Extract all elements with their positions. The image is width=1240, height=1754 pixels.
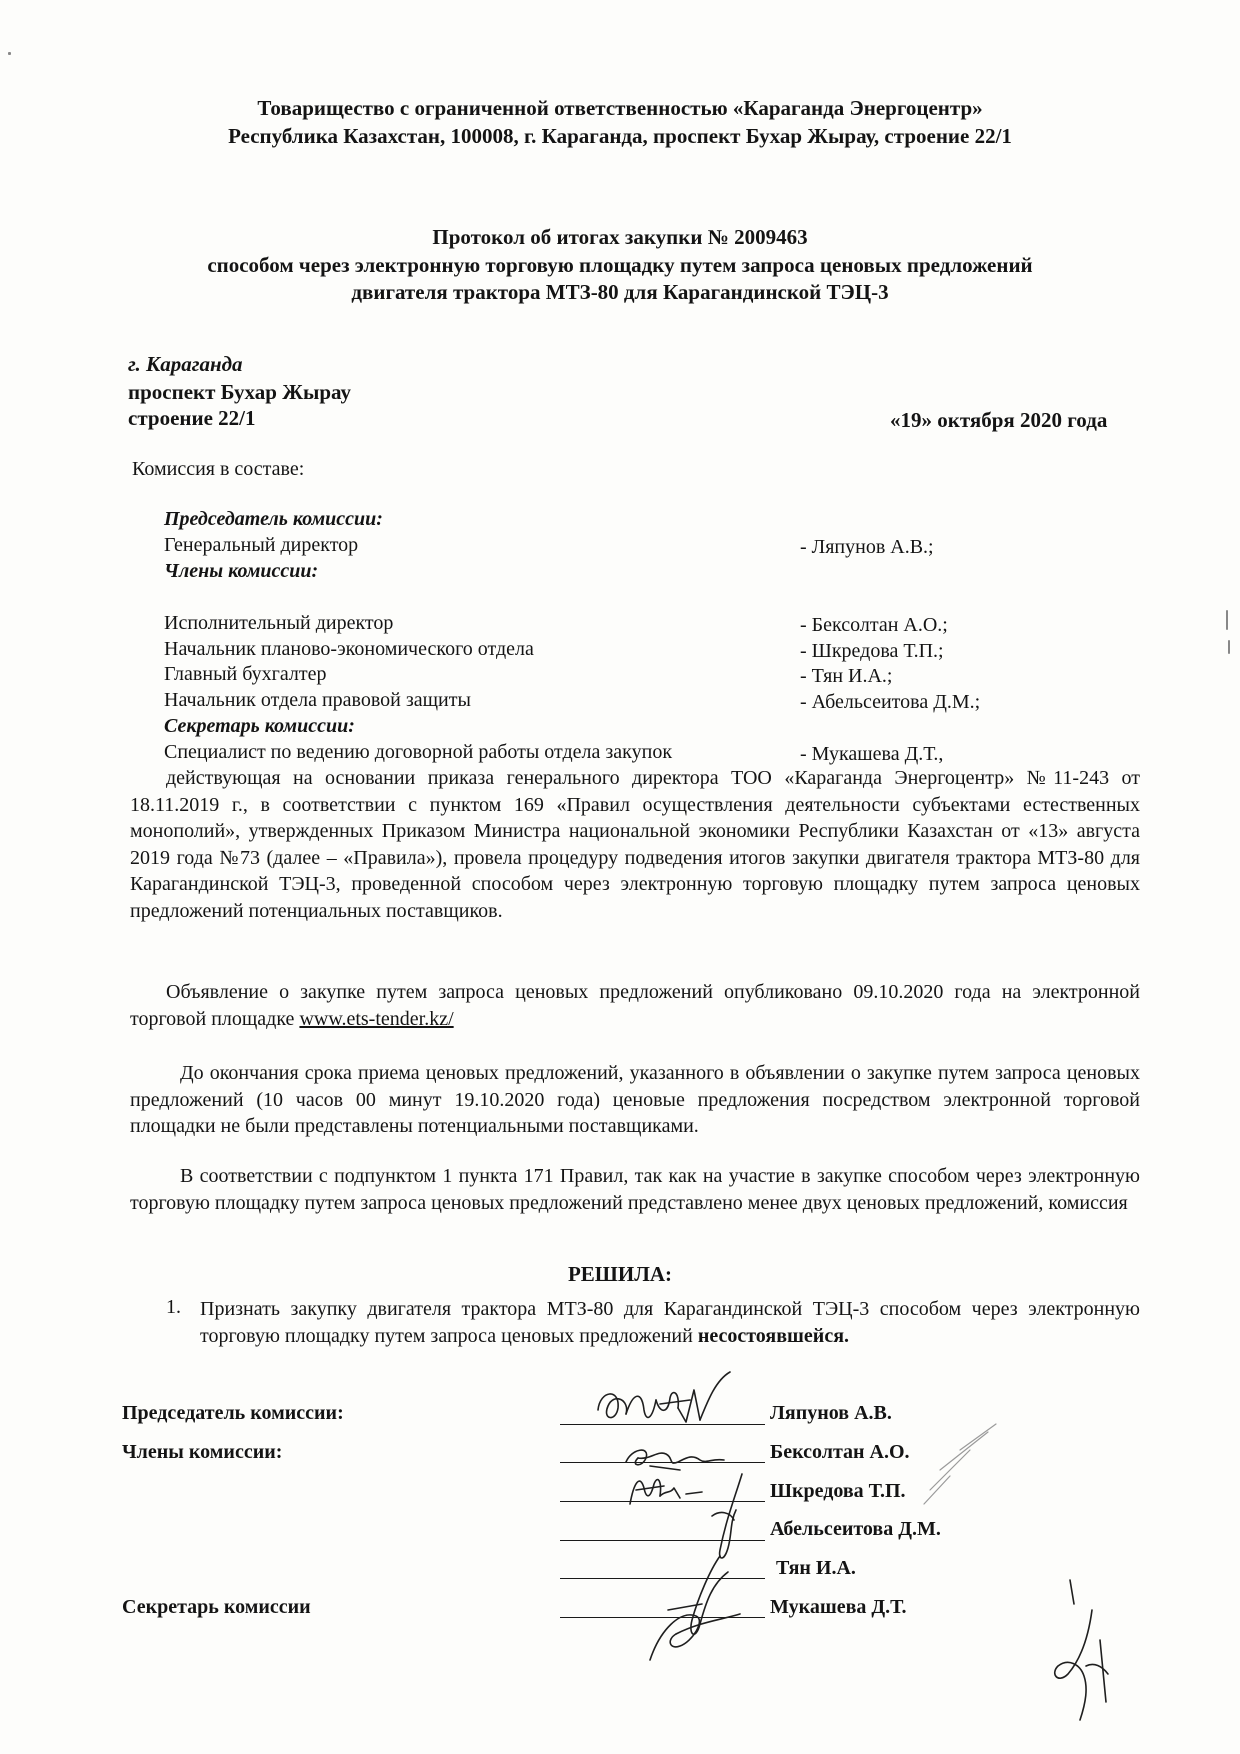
scan-speck bbox=[1228, 640, 1230, 654]
member-role: Главный бухгалтер bbox=[164, 663, 327, 685]
scan-speck bbox=[1226, 610, 1228, 630]
margin-scribble-graphic bbox=[900, 1420, 1010, 1510]
sig-chair-label: Председатель комиссии: bbox=[122, 1402, 344, 1424]
paragraph-grounds: В соответствии с подпунктом 1 пункта 171 Правил, так как на участие в закупке способом через электронную торговую площадку путем запроса ценовых предложений представлено менее двух ценовых предложений, комиссия bbox=[130, 1165, 1140, 1214]
member-name: - Шкредова Т.П.; bbox=[800, 640, 944, 662]
member-name: - Абельсеитова Д.М.; bbox=[800, 691, 981, 713]
signature-member-graphic bbox=[640, 1550, 750, 1670]
paragraph-deadline: До окончания срока приема ценовых предложений, указанного в объявлении о закупке путем запроса ценовых предложений (10 часов 00 минут 19.10.2020 года) ценовые предложения посредством электронной торговой площадки не были представлены потенциальными поставщиками. bbox=[130, 1062, 1140, 1137]
members-heading: Члены комиссии: bbox=[164, 560, 319, 582]
signatory-name: Бексолтан А.О. bbox=[770, 1441, 910, 1463]
protocol-date: «19» октября 2020 года bbox=[890, 408, 1108, 432]
signatory-name: Шкредова Т.П. bbox=[770, 1480, 906, 1502]
org-name: Товарищество с ограниченной ответственностью «Караганда Энергоцентр» bbox=[257, 96, 983, 120]
paragraph-announcement bbox=[130, 979, 1140, 1032]
member-role: Начальник планово-экономического отдела bbox=[164, 638, 534, 660]
signatory-name: Мукашева Д.Т. bbox=[770, 1596, 907, 1618]
chair-heading: Председатель комиссии: bbox=[164, 508, 383, 530]
protocol-title: Протокол об итогах закупки № 2009463 bbox=[432, 225, 808, 249]
announcement-text: Объявление о закупке путем запроса ценовых предложений опубликовано 09.10.2020 года на электронной торговой площадке bbox=[130, 981, 1140, 1030]
signatory-name: Ляпунов А.В. bbox=[770, 1402, 892, 1424]
ets-tender-link[interactable]: www.ets-tender.kz/ bbox=[299, 1007, 454, 1030]
place-street: проспект Бухар Жырау bbox=[128, 380, 351, 404]
place-city: г. Караганда bbox=[128, 352, 243, 376]
secretary-heading: Секретарь комиссии: bbox=[164, 715, 355, 737]
initials-mark-graphic bbox=[1040, 1570, 1120, 1730]
chair-role: Генеральный директор bbox=[164, 534, 359, 556]
decision-item-text: Признать закупку двигателя трактора МТЗ-80 для Карагандинской ТЭЦ-3 способом через электронную торговую площадку путем запроса ценовых предложений bbox=[200, 1298, 1140, 1347]
signatory-name: Абельсеитова Д.М. bbox=[770, 1518, 941, 1540]
org-address: Республика Казахстан, 100008, г. Караганда, проспект Бухар Жырау, строение 22/1 bbox=[228, 124, 1012, 148]
signatory-name: Тян И.А. bbox=[776, 1557, 856, 1579]
protocol-subtitle: способом через электронную торговую площадку путем запроса ценовых предложений bbox=[207, 253, 1033, 277]
sig-members-label: Члены комиссии: bbox=[122, 1441, 283, 1463]
decision-heading: РЕШИЛА: bbox=[567, 1262, 673, 1286]
member-role: Начальник отдела правовой защиты bbox=[164, 689, 471, 711]
signature-chair-graphic bbox=[590, 1370, 740, 1440]
decision-item bbox=[200, 1296, 1140, 1350]
place-building: строение 22/1 bbox=[128, 406, 256, 430]
decision-item-number: 1. bbox=[166, 1296, 181, 1318]
chair-name: - Ляпунов А.В.; bbox=[800, 536, 934, 558]
secretary-name: - Мукашева Д.Т., bbox=[800, 743, 944, 765]
member-role: Исполнительный директор bbox=[164, 612, 394, 634]
commission-intro: Комиссия в составе: bbox=[132, 458, 305, 480]
paragraph-basis: действующая на основании приказа генерального директора ТОО «Караганда Энергоцентр» №11-243 от 18.11.2019 г., в соответствии с пунктом 169 «Правил осуществления деятельности субъектами естественных монополий», утвержденных Приказом Министра национальной экономики Республики Казахстан от «13» августа 2019 года №73 (далее – «Правила»), провела процедуру подведения итогов закупки двигателя трактора МТЗ-80 для Карагандинской ТЭЦ-3, проведенной способом через электронную торговую площадку путем запроса ценовых предложений потенциальных поставщиков. bbox=[130, 767, 1140, 922]
decision-result: несостоявшейся. bbox=[697, 1325, 850, 1347]
member-name: - Бексолтан А.О.; bbox=[800, 614, 948, 636]
scan-speck bbox=[8, 52, 11, 55]
protocol-subject: двигателя трактора МТЗ-80 для Карагандинской ТЭЦ-3 bbox=[351, 280, 889, 304]
secretary-role: Специалист по ведению договорной работы отдела закупок bbox=[164, 741, 673, 763]
sig-secretary-label: Секретарь комиссии bbox=[122, 1596, 311, 1618]
member-name: - Тян И.А.; bbox=[800, 665, 893, 687]
